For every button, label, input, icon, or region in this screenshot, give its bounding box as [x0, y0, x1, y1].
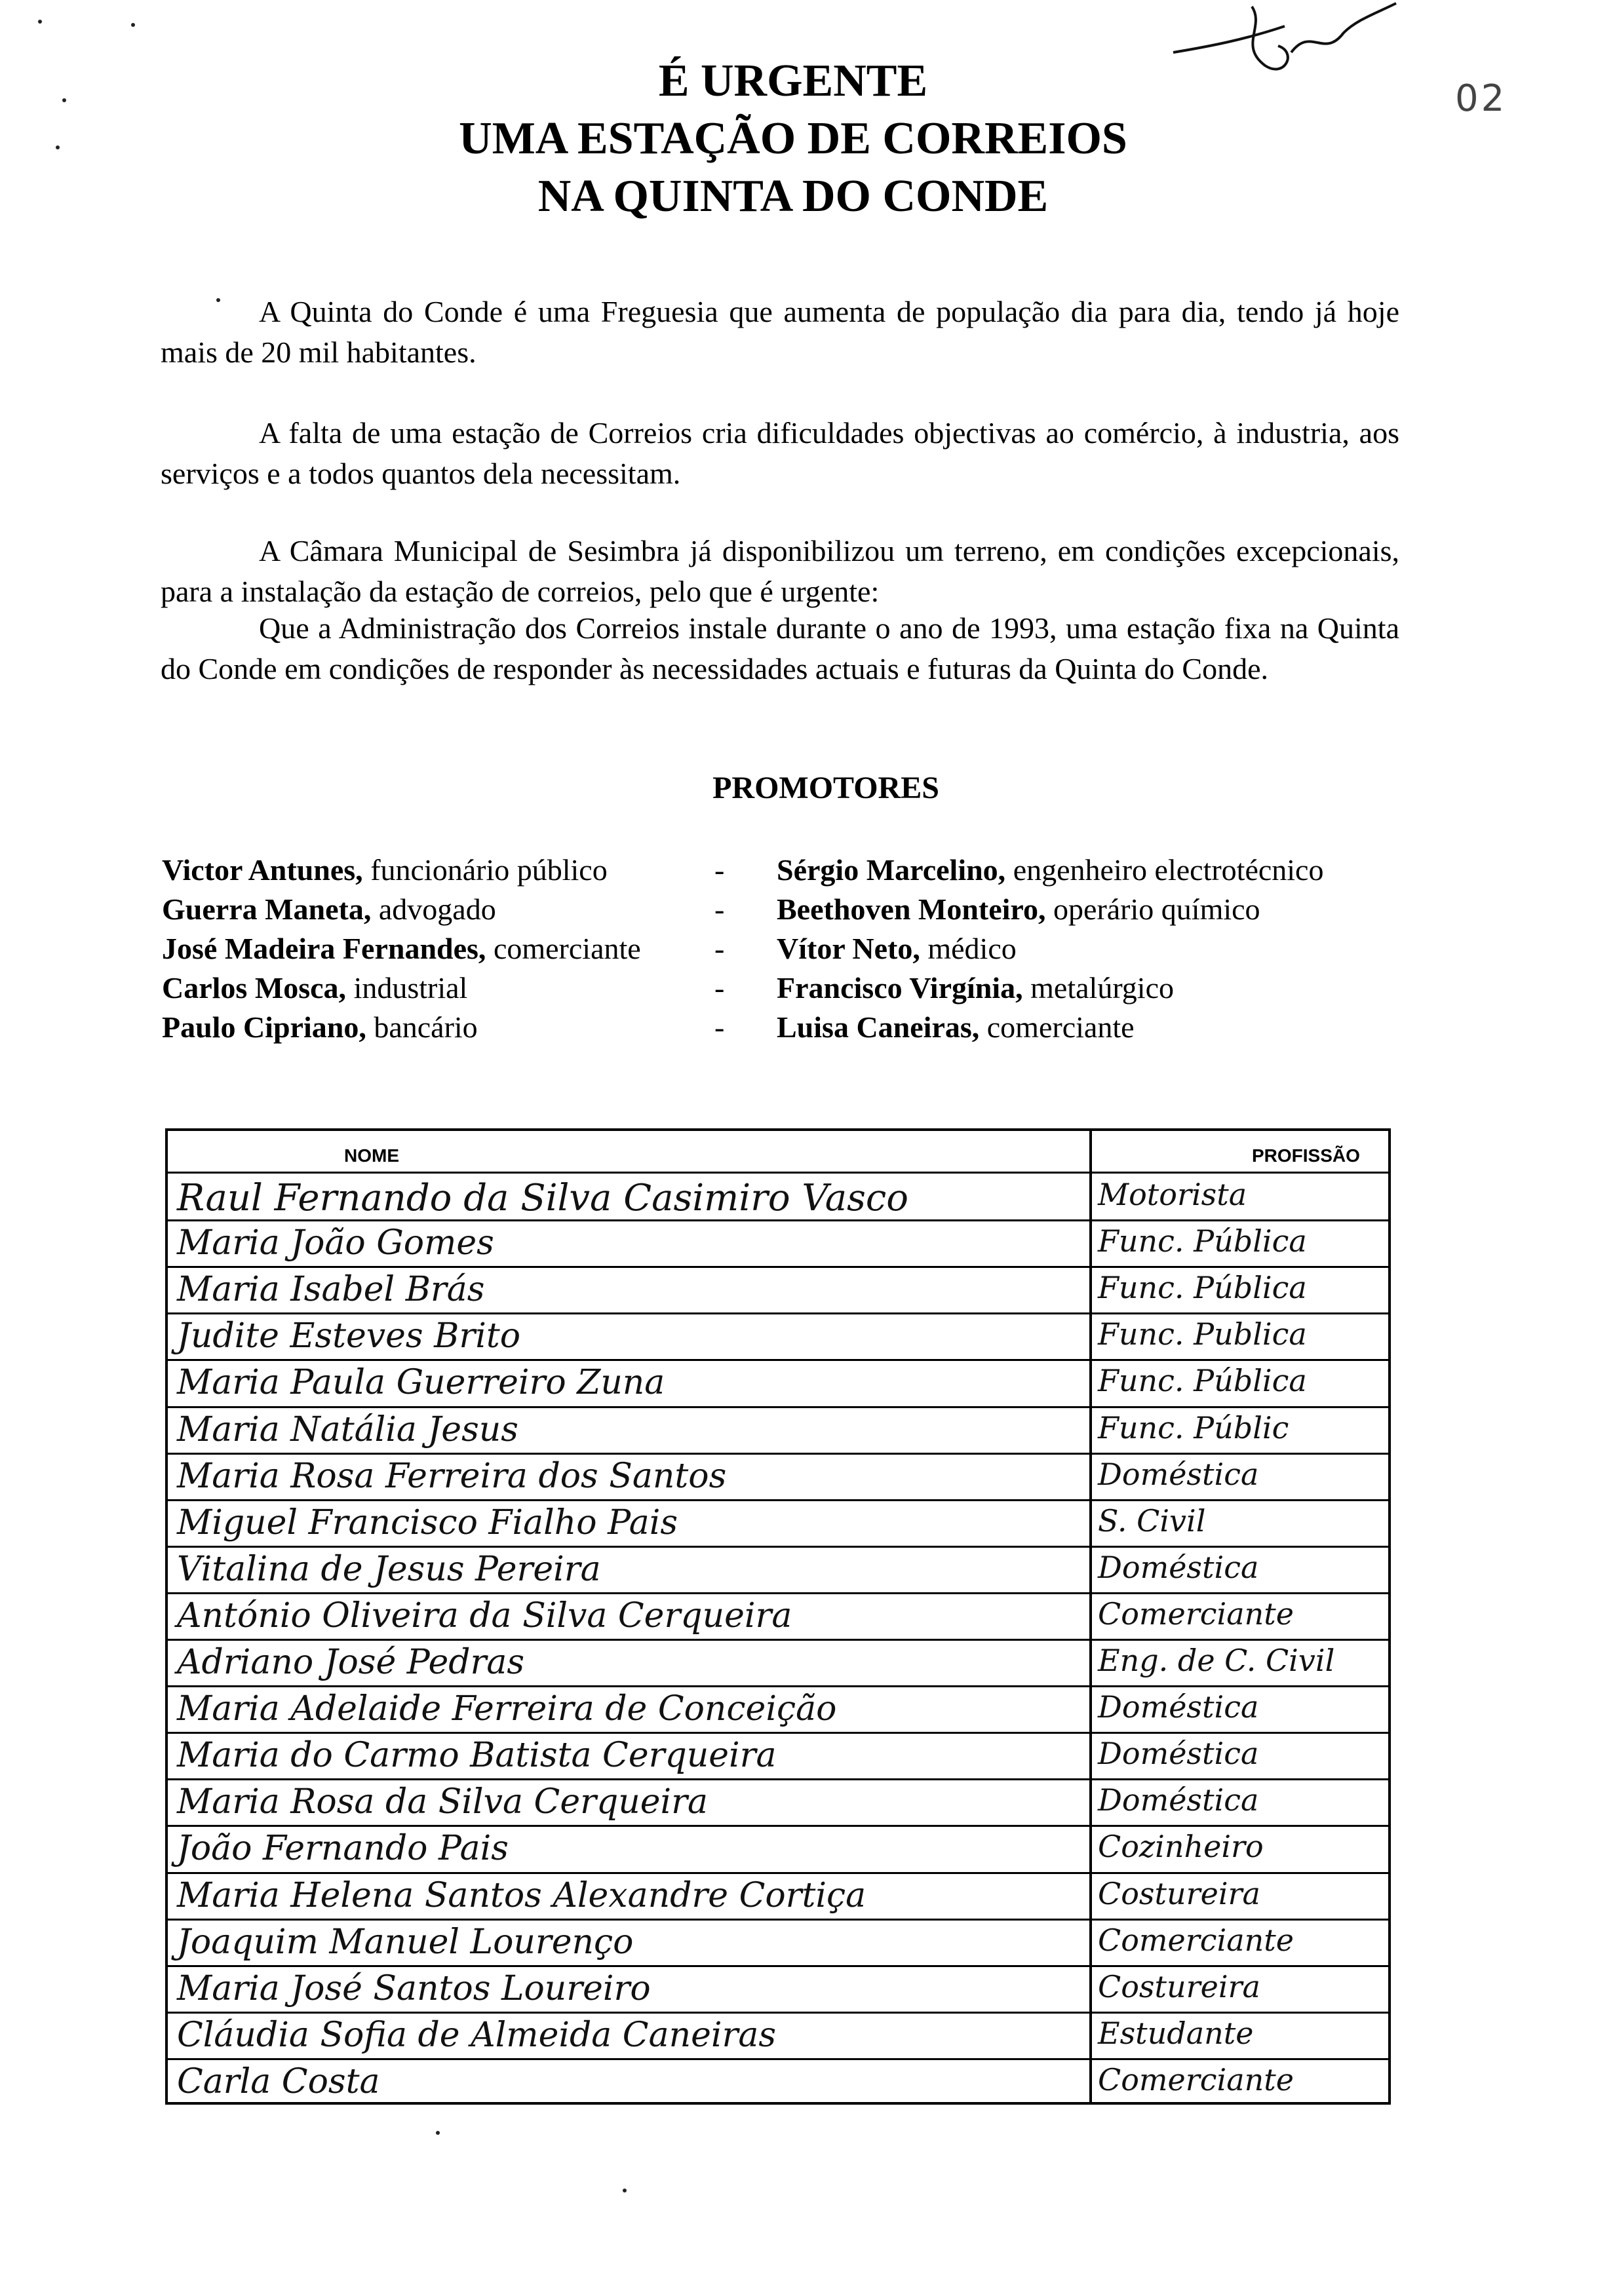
promoter-right-3: Vítor Neto, médico [777, 932, 1017, 965]
promoter-right-4: Francisco Virgínia, metalúrgico [777, 971, 1174, 1004]
signature-name: Maria Paula Guerreiro Zuna [177, 1363, 665, 1403]
table-row-divider [165, 1546, 1391, 1548]
page-number: 02 [1455, 77, 1508, 120]
promoter-left-2: Guerra Maneta, advogado [162, 892, 496, 926]
signature-profession: Doméstica [1098, 1549, 1259, 1585]
title-line-1: É URGENTE [658, 56, 928, 106]
signature-name: Maria Rosa da Silva Cerqueira [177, 1782, 709, 1822]
table-row-divider [165, 1312, 1391, 1314]
table-row-divider [165, 1592, 1391, 1594]
signature-profession: Func. Publica [1098, 1316, 1307, 1352]
scan-speck [436, 2131, 440, 2135]
table-row-divider [165, 1266, 1391, 1268]
promoter-left-3: José Madeira Fernandes, comerciante [162, 932, 641, 965]
table-row-divider [165, 1453, 1391, 1455]
signature-name: António Oliveira da Silva Cerqueira [177, 1596, 792, 1636]
signature-profession: Cozinheiro [1098, 1829, 1264, 1865]
table-row-divider [165, 1406, 1391, 1408]
signature-name: Maria Natália Jesus [177, 1409, 518, 1449]
table-row-divider [165, 1639, 1391, 1641]
signature-profession: Func. Pública [1098, 1270, 1307, 1306]
table-row-divider [165, 2058, 1391, 2060]
signature-profession: Doméstica [1098, 1689, 1259, 1725]
separator-dash: - [714, 853, 725, 887]
signature-profession: Motorista [1098, 1177, 1247, 1212]
signature-profession: Doméstica [1098, 1736, 1259, 1772]
signature-name: Miguel Francisco Fialho Pais [177, 1502, 678, 1542]
table-row-divider [165, 1499, 1391, 1501]
table-row-divider [165, 1825, 1391, 1827]
signature-name: Maria Isabel Brás [177, 1270, 485, 1310]
signature-name: Joaquim Manuel Lourenço [177, 1922, 634, 1962]
promoters-heading: PROMOTORES [712, 771, 939, 805]
paragraph-1: A Quinta do Conde é uma Freguesia que aumenta de população dia para dia, tendo já hoje mais de 20 mil habitantes. [161, 295, 1399, 369]
signature-profession: Func. Públic [1098, 1409, 1289, 1445]
title-line-2: UMA ESTAÇÃO DE CORREIOS [459, 113, 1127, 164]
scan-speck [216, 298, 220, 302]
signature-name: Carla Costa [177, 2061, 380, 2101]
signature-name: Adriano José Pedras [177, 1643, 525, 1682]
signature-name: Maria Adelaide Ferreira de Conceição [177, 1689, 837, 1729]
promoter-left-5: Paulo Cipriano, bancário [162, 1010, 478, 1044]
separator-dash: - [714, 932, 725, 965]
paragraph-4: Que a Administração dos Correios instale durante o ano de 1993, uma estação fixa na Quinta do Conde em condições de responder às necessidades actuais e futuras da Quinta do Conde. [161, 611, 1399, 685]
signature-profession: Func. Pública [1098, 1223, 1307, 1259]
table-row-divider [165, 2012, 1391, 2014]
signature-name: Vitalina de Jesus Pereira [177, 1549, 601, 1589]
scan-speck [56, 145, 60, 149]
promoter-left-4: Carlos Mosca, industrial [162, 971, 468, 1004]
signature-profession: Eng. de C. Civil [1098, 1643, 1335, 1678]
promoter-right-2: Beethoven Monteiro, operário químico [777, 892, 1260, 926]
table-row-divider [165, 1778, 1391, 1780]
signature-name: Raul Fernando da Silva Casimiro Vasco [177, 1177, 908, 1219]
signature-name: Maria Rosa Ferreira dos Santos [177, 1456, 727, 1496]
signature-name: Maria Helena Santos Alexandre Cortiça [177, 1875, 866, 1915]
table-column-divider [1089, 1128, 1092, 2105]
table-row-divider [165, 1872, 1391, 1874]
table-header-divider [165, 1172, 1391, 1174]
scan-speck [131, 23, 135, 27]
signature-name: Judite Esteves Brito [177, 1316, 521, 1356]
promoter-left-1: Victor Antunes, funcionário público [162, 853, 608, 887]
table-row-divider [165, 1219, 1391, 1221]
separator-dash: - [714, 971, 725, 1004]
scan-speck [62, 98, 66, 102]
signature-name: Maria João Gomes [177, 1223, 494, 1263]
table-row-divider [165, 1359, 1391, 1361]
initials-mark [1154, 0, 1403, 111]
promoter-right-1: Sérgio Marcelino, engenheiro electrotécnico [777, 853, 1324, 887]
signature-profession: Doméstica [1098, 1456, 1259, 1492]
signature-profession: Estudante [1098, 2015, 1254, 2051]
signature-name: Maria do Carmo Batista Cerqueira [177, 1736, 777, 1776]
promoter-right-5: Luisa Caneiras, comerciante [777, 1010, 1135, 1044]
signature-profession: Costureira [1098, 1875, 1260, 1911]
signature-profession: Func. Pública [1098, 1363, 1307, 1399]
signature-profession: Doméstica [1098, 1782, 1259, 1818]
scan-speck [38, 20, 42, 24]
table-row-divider [165, 1685, 1391, 1687]
signature-profession: S. Civil [1098, 1502, 1206, 1539]
signature-profession: Comerciante [1098, 1922, 1294, 1958]
table-row-divider [165, 1965, 1391, 1967]
column-header-name: NOME [344, 1145, 399, 1166]
title-line-3: NA QUINTA DO CONDE [537, 171, 1049, 221]
scan-speck [623, 2189, 627, 2192]
paragraph-2: A falta de uma estação de Correios cria dificuldades objectivas ao comércio, à industria, aos serviços e a todos quantos dela necessitam. [161, 416, 1399, 490]
separator-dash: - [714, 1010, 725, 1044]
table-row-divider [165, 1919, 1391, 1921]
signature-profession: Comerciante [1098, 2061, 1294, 2097]
signature-name: João Fernando Pais [177, 1829, 509, 1869]
table-row-divider [165, 1732, 1391, 1734]
separator-dash: - [714, 892, 725, 926]
signature-name: Maria José Santos Loureiro [177, 1968, 651, 2008]
signature-profession: Comerciante [1098, 1596, 1294, 1632]
signature-name: Cláudia Sofia de Almeida Caneiras [177, 2015, 777, 2055]
signature-profession: Costureira [1098, 1968, 1260, 2004]
paragraph-3: A Câmara Municipal de Sesimbra já disponibilizou um terreno, em condições excepcionais, para a instalação da estação de correios, pelo que é urgente: [161, 534, 1399, 608]
column-header-profession: PROFISSÃO [1252, 1145, 1360, 1166]
